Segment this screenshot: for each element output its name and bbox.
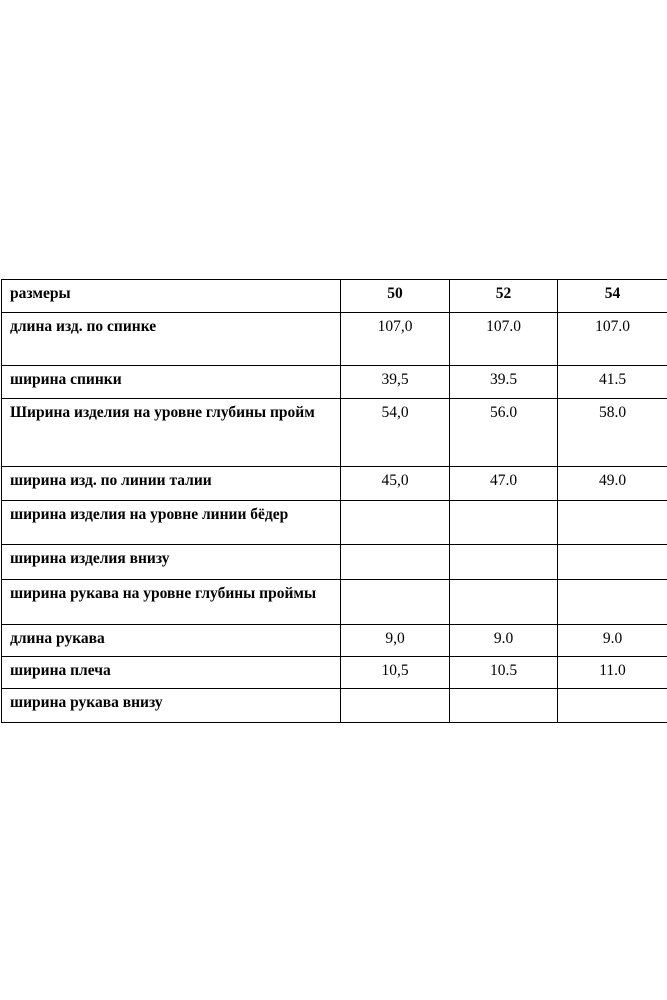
row-label: длина изд. по спинке [2,313,341,366]
cell-value: 107,0 [341,313,450,366]
cell-value: 41.5 [558,366,667,399]
table-row [2,657,667,689]
cell-value: 9,0 [341,625,450,657]
size-54-header: 54 [558,280,667,313]
table-row [2,366,667,399]
row-label: ширина изд. по линии талии [2,467,341,501]
table-row [2,689,667,723]
cell-value: 56.0 [450,399,558,467]
row-label: ширина рукава внизу [2,689,341,723]
row-label: ширина спинки [2,366,341,399]
row-label: длина рукава [2,625,341,657]
cell-value [558,501,667,545]
cell-value [341,545,450,580]
size-table [1,279,667,723]
cell-value: 10.5 [450,657,558,689]
cell-value: 9.0 [450,625,558,657]
cell-value: 47.0 [450,467,558,501]
cell-value: 54,0 [341,399,450,467]
header-label: размеры [2,280,341,313]
cell-value: 10,5 [341,657,450,689]
row-label: ширина плеча [2,657,341,689]
row-label: ширина изделия на уровне линии бёдер [2,501,341,545]
cell-value: 107.0 [558,313,667,366]
table-row [2,501,667,545]
cell-value: 49.0 [558,467,667,501]
cell-value: 58.0 [558,399,667,467]
row-label: Ширина изделия на уровне глубины пройм [2,399,341,467]
size-52-header: 52 [450,280,558,313]
cell-value [450,689,558,723]
cell-value: 39.5 [450,366,558,399]
cell-value: 11.0 [558,657,667,689]
row-label: ширина изделия внизу [2,545,341,580]
cell-value: 45,0 [341,467,450,501]
cell-value [341,580,450,625]
cell-value [450,501,558,545]
cell-value: 107.0 [450,313,558,366]
table-row [2,545,667,580]
cell-value [341,689,450,723]
cell-value [558,689,667,723]
table-row [2,467,667,501]
cell-value [558,580,667,625]
cell-value [450,580,558,625]
cell-value [341,501,450,545]
cell-value: 9.0 [558,625,667,657]
table-row [2,580,667,625]
table-row [2,625,667,657]
cell-value [450,545,558,580]
cell-value [558,545,667,580]
table-row [2,399,667,467]
row-label: ширина рукава на уровне глубины проймы [2,580,341,625]
table-header-row [2,280,667,313]
cell-value: 39,5 [341,366,450,399]
table-row [2,313,667,366]
size-50-header: 50 [341,280,450,313]
